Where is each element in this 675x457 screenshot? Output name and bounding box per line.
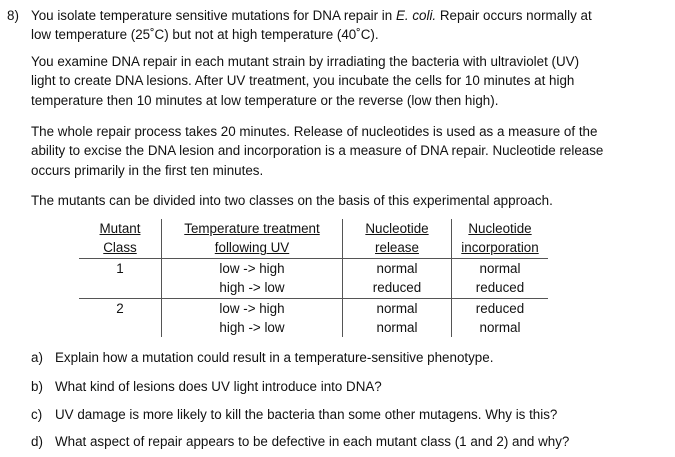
subquestion-label: b) <box>31 379 43 394</box>
cell-class <box>79 278 162 298</box>
subquestion-text: UV damage is more likely to kill the bacteria than some other mutagens. Why is this? <box>55 407 558 422</box>
subquestion-label: c) <box>31 407 43 422</box>
cell-class: 1 <box>79 258 162 278</box>
cell-incorporation: normal <box>479 320 521 336</box>
table-row <box>79 318 548 337</box>
cell-release: normal <box>343 258 452 278</box>
results-table <box>79 219 548 337</box>
question-number: 8) <box>7 8 19 23</box>
paragraph-line: light to create DNA lesions. After UV treatment, you incubate the cells for 10 minutes at high <box>31 73 575 89</box>
cell-treatment: high -> low <box>162 318 343 337</box>
cell-class: 2 <box>79 298 162 318</box>
paragraph-experiment <box>31 52 667 110</box>
paragraph-line: ability to excise the DNA lesion and incorporation is a measure of DNA repair. Nucleotide release <box>31 143 604 159</box>
subquestion-b <box>31 377 671 396</box>
cell-treatment: high -> low <box>162 278 343 298</box>
header-mutant-class: Mutant Class <box>79 219 162 258</box>
cell-release: reduced <box>343 278 452 298</box>
cell-treatment: low -> high <box>162 258 343 278</box>
intro-text-b: Repair occurs normally at <box>436 8 592 23</box>
intro-text-a: You isolate temperature sensitive mutations for DNA repair in <box>31 8 396 23</box>
subquestion-label: d) <box>31 434 43 449</box>
table-header-row <box>79 219 548 258</box>
subquestion-a <box>31 348 671 367</box>
cell-incorporation: reduced <box>475 300 525 316</box>
question-intro-line1 <box>31 6 667 25</box>
paragraph-line: You examine DNA repair in each mutant strain by irradiating the bacteria with ultraviolet (UV) <box>31 54 580 69</box>
paragraph-line: The mutants can be divided into two classes on the basis of this experimental approach. <box>31 193 553 208</box>
cell-class <box>79 318 162 337</box>
table-row <box>79 278 548 298</box>
cell-release: normal <box>343 298 452 318</box>
subquestion-text: What kind of lesions does UV light introduce into DNA? <box>55 379 382 394</box>
header-nucleotide-release: Nucleotide release <box>343 219 452 258</box>
cell-incorporation: reduced <box>452 278 549 298</box>
question-8 <box>7 6 667 45</box>
organism-name: E. coli. <box>395 8 437 23</box>
table-row <box>79 298 548 318</box>
paragraph-line: The whole repair process takes 20 minutes. Release of nucleotides is used as a measure of the <box>31 124 598 139</box>
cell-release: normal <box>343 318 452 337</box>
subquestion-label: a) <box>31 350 43 365</box>
subquestion-text: What aspect of repair appears to be defective in each mutant class (1 and 2) and why? <box>55 434 570 449</box>
subquestion-d <box>31 432 671 451</box>
paragraph-line: occurs primarily in the first ten minutes. <box>31 162 264 178</box>
table-row <box>79 258 548 278</box>
question-intro-line2: low temperature (25˚C) but not at high temperature (40˚C). <box>31 27 379 43</box>
subquestion-c <box>31 405 671 424</box>
subquestion-text: Explain how a mutation could result in a temperature-sensitive phenotype. <box>55 350 494 365</box>
paragraph-repair-process <box>31 122 667 180</box>
paragraph-classes <box>31 191 667 210</box>
paragraph-line: temperature then 10 minutes at low temperature or the reverse (low then high). <box>31 92 499 108</box>
header-temperature-treatment: Temperature treatment following UV <box>162 219 343 258</box>
cell-treatment: low -> high <box>162 298 343 318</box>
cell-incorporation: normal <box>479 260 521 276</box>
header-nucleotide-incorporation: Nucleotide incorporation <box>452 219 549 258</box>
